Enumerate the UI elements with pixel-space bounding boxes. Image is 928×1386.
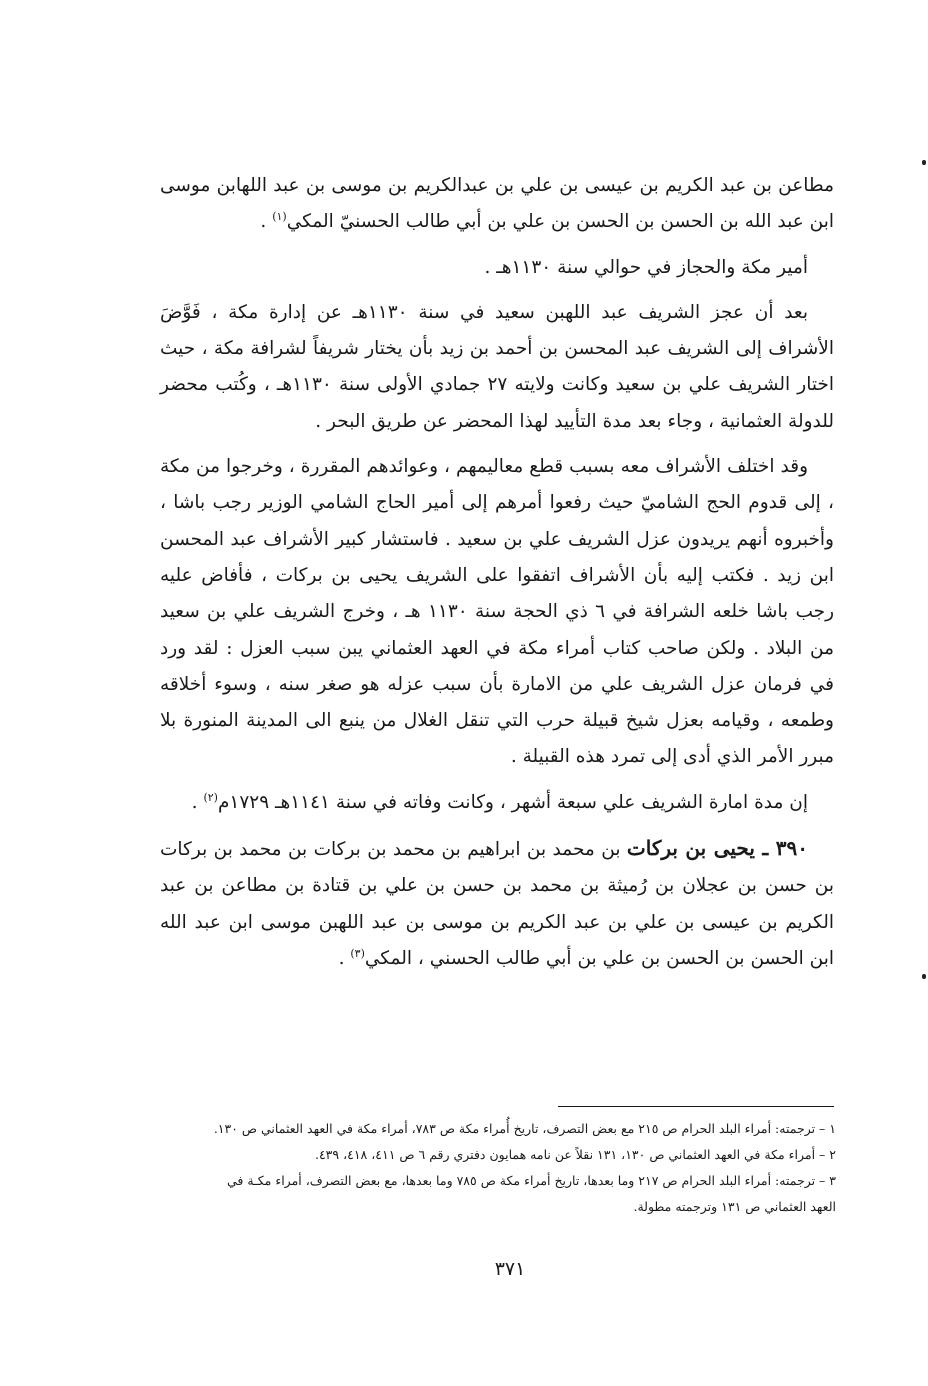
page-number: ٣٧١ [494, 1258, 526, 1280]
footnote-1: ١ – ترجمته: أمراء البلد الحرام ص ٢١٥ مع بعض التصرف، تاريخ أُمراء مكة ص ٧٨٣، أمراء مكة في العهد العثماني ص ١٣٠. [213, 1121, 836, 1136]
paragraph-text: أمير مكة والحجاز في حوالي سنة ١١٣٠هـ . [484, 256, 808, 278]
main-text [160, 168, 834, 986]
paragraph-lineage [160, 168, 834, 241]
paragraph-title [160, 250, 834, 286]
footnote-divider [558, 1106, 834, 1107]
paragraph-text: مطاعن بن عبد الكريم بن عيسى بن علي بن عبدالكريم بن موسى بن عبد اللهابن موسى ابن عبد الله بن الحسن بن الحسن بن علي بن أبي طالب الحسنيّ المكي [160, 175, 834, 233]
footnote-ref-1[interactable]: (١) [272, 210, 287, 224]
paragraph-dismissal [160, 449, 834, 776]
paragraph-text: بعد أن عجز الشريف عبد اللهبن سعيد في سنة ١١٣٠هـ عن إدارة مكة ، فَوَّضَ الأشراف إلى الشريف عبد المحسن بن أحمد بن زيد بأن يختار شريفاً لشرافة مكة ، حيث اختار الشريف علي بن سعيد وكانت ولايته ٢٧ جمادي الأولى سنة ١١٣٠هـ ، وكُتب محضر للدولة العثمانية ، وجاء بعد مدة التأييد لهذا المحضر عن طريق البحر . [160, 301, 834, 432]
paragraph-tail: . [338, 947, 351, 969]
footnotes [160, 1116, 836, 1220]
footnote-3-continuation: العهد العثماني ص ١٣١ وترجمته مطولة. [633, 1199, 836, 1214]
paragraph-entry-390 [160, 830, 834, 977]
footnote-2: ٢ – أمراء مكة في العهد العثماني ص ١٣٠، ١٣١ نقلاً عن نامه همايون دفتري رقم ٦ ص ٤١١، ٤١٨، ٤٣٩. [314, 1147, 836, 1162]
paragraph-tail: . [191, 791, 204, 813]
paragraph-tail: . [260, 211, 273, 233]
paragraph-reign-duration [160, 785, 834, 821]
paragraph-appointment [160, 295, 834, 440]
margin-dot-bottom [922, 974, 926, 979]
margin-dot-top [922, 160, 926, 165]
footnote-ref-2[interactable]: (٢) [203, 790, 218, 804]
entry-heading: ٣٩٠ ـ يحيى بن بركات [626, 836, 808, 861]
paragraph-text: وقد اختلف الأشراف معه بسبب قطع معاليمهم ، وعوائدهم المقررة ، وخرجوا من مكة ، إلى قدوم الحج الشاميّ حيث رفعوا أمرهم إلى أمير الحاج الشامي الوزير رجب باشا ، وأخبروه أنهم يريدون عزل الشريف علي بن سعيد . فاستشار كبير الأشراف عبد المحسن ابن زيد . فكتب إليه بأن الأشراف اتفقوا على الشريف يحيى بن بركات ، فأفاض عليه رجب باشا خلعه الشرافة في ٦ ذي الحجة سنة ١١٣٠ هـ ، وخرج الشريف علي بن سعيد من البلاد . ولكن صاحب كتاب أمراء مكة في العهد العثماني يبن سبب العزل : لقد ورد في فرمان عزل الشريف علي من الامارة بأن سبب عزله هو صغر سنه ، وسوء أخلاقه وطمعه ، وقيامه بعزل شيخ قبيلة حرب التي تنقل الغلال من ينبع الى المدينة المنورة بلا مبرر الأمر الذي أدى إلى تمرد هذه القبيلة . [160, 456, 835, 768]
footnote-3: ٣ – ترجمته: أمراء البلد الحرام ص ٢١٧ وما بعدها، تاريخ أمراء مكة ص ٧٨٥ وما بعدها، مع بعض التصرف، أمراء مكـة في [227, 1173, 836, 1188]
paragraph-text: بن محمد بن ابراهيم بن محمد بن بركات بن محمد بن بركات بن حسن بن عجلان بن رُميثة بن محمد بن حسن بن علي بن قتادة بن مطاعن بن عبد الكريم بن عيسى بن علي بن عبد الكريم بن موسى بن عبد اللهبن موسى ابن عبد الله ابن الحسن بن الحسن بن علي بن أبي طالب الحسني ، المكي [160, 839, 834, 969]
paragraph-text: إن مدة امارة الشريف علي سبعة أشهر ، وكانت وفاته في سنة ١١٤١هـ ١٧٢٩م [217, 791, 808, 813]
footnote-ref-3[interactable]: (٣) [350, 946, 365, 960]
